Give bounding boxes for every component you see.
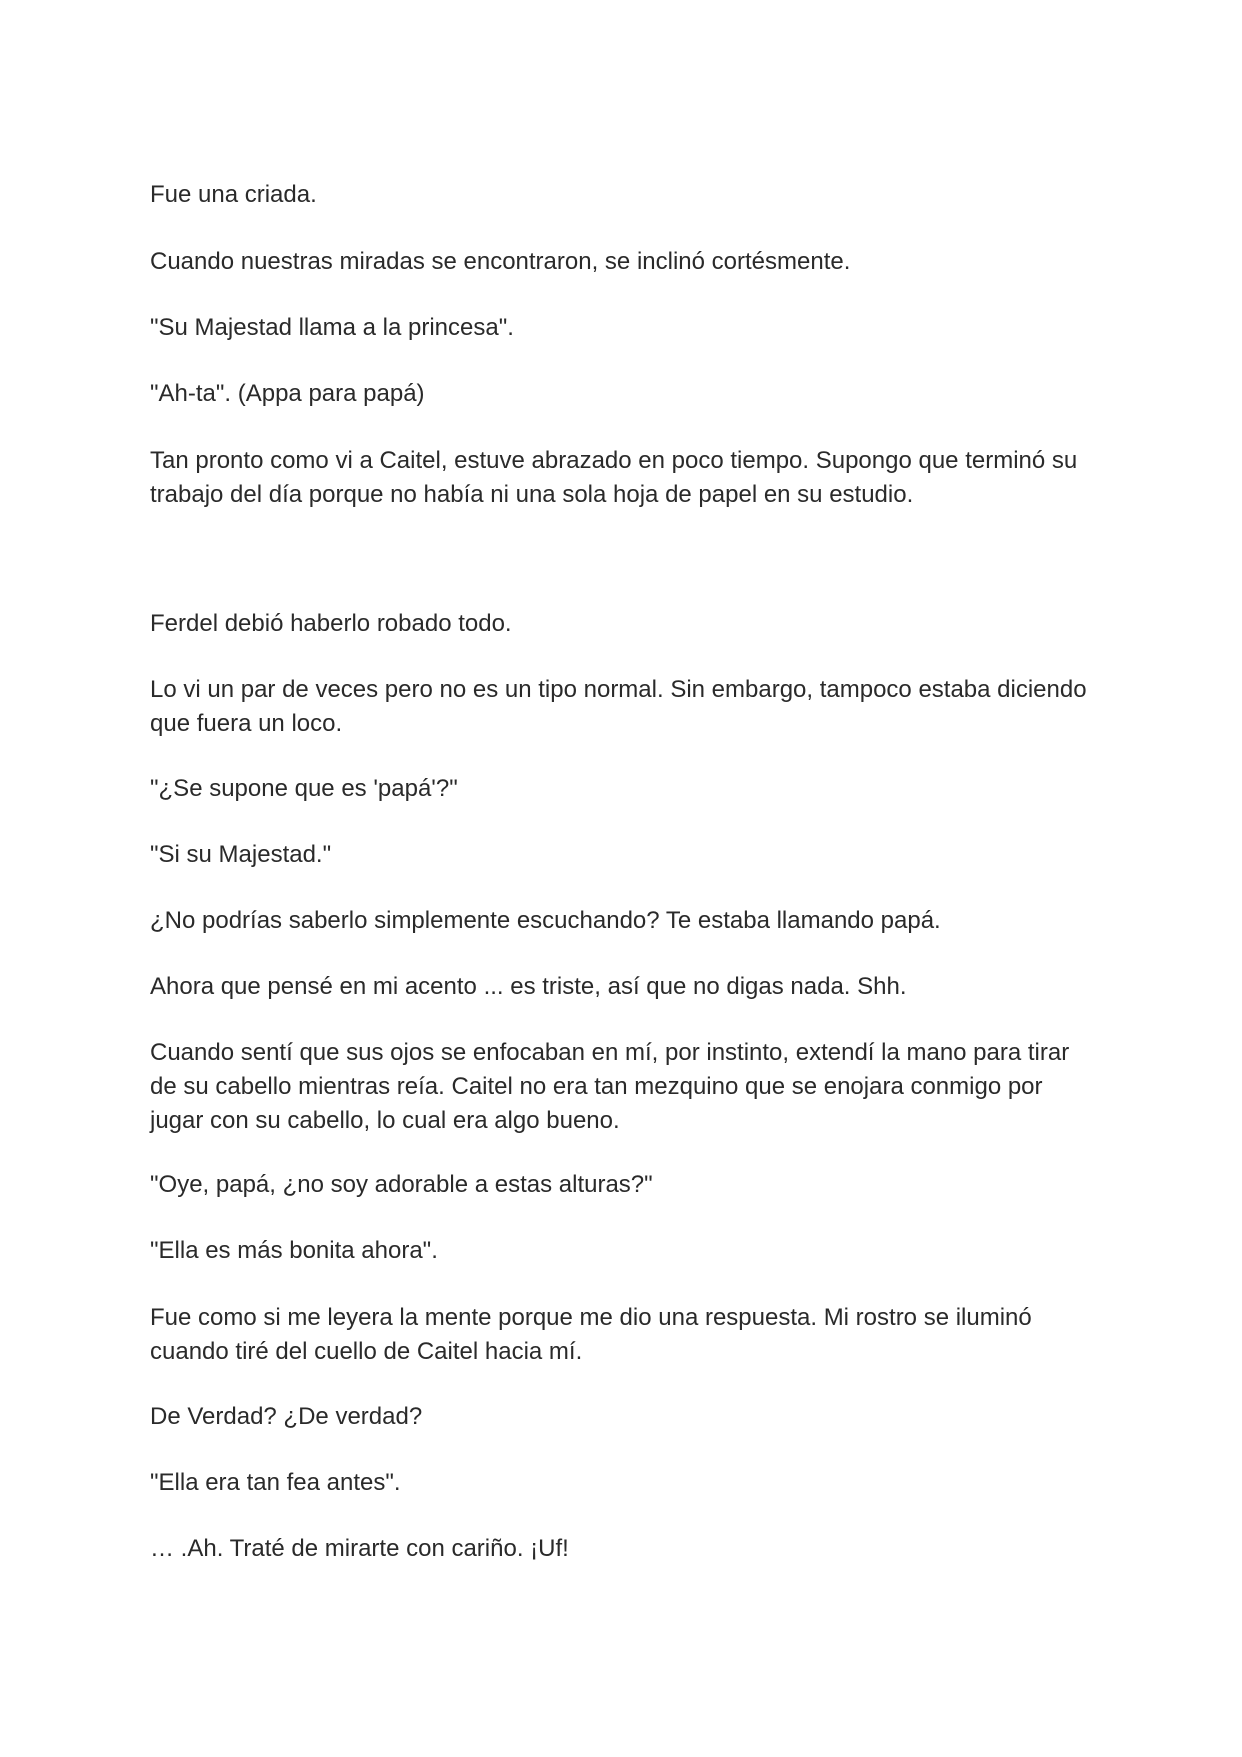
paragraph-8: "¿Se supone que es 'papá'?" xyxy=(150,775,458,802)
paragraph-15: Fue como si me leyera la mente porque me dio una respuesta. Mi rostro se iluminó cuando tiré del cuello de Caitel hacia mí. xyxy=(150,1304,1032,1365)
paragraph-5: Tan pronto como vi a Caitel, estuve abrazado en poco tiempo. Supongo que terminó su trabajo del día porque no había ni una sola hoja de papel en su estudio. xyxy=(150,447,1078,508)
paragraph-13: "Oye, papá, ¿no soy adorable a estas alturas?" xyxy=(150,1171,653,1198)
paragraph-14: "Ella es más bonita ahora". xyxy=(150,1237,438,1264)
paragraph-3: "Su Majestad llama a la princesa". xyxy=(150,314,514,341)
paragraph-18: … .Ah. Traté de mirarte con cariño. ¡Uf! xyxy=(150,1535,569,1562)
paragraph-11: Ahora que pensé en mi acento ... es triste, así que no digas nada. Shh. xyxy=(150,973,907,1000)
paragraph-16: De Verdad? ¿De verdad? xyxy=(150,1403,423,1430)
paragraph-1: Fue una criada. xyxy=(150,181,317,208)
paragraph-10: ¿No podrías saberlo simplemente escuchando? Te estaba llamando papá. xyxy=(150,907,941,934)
paragraph-7: Lo vi un par de veces pero no es un tipo normal. Sin embargo, tampoco estaba diciendo que fuera un loco. xyxy=(150,676,1087,737)
paragraph-9: "Si su Majestad." xyxy=(150,841,332,868)
paragraph-4: "Ah-ta". (Appa para papá) xyxy=(150,380,425,407)
paragraph-17: "Ella era tan fea antes". xyxy=(150,1469,401,1496)
paragraph-2: Cuando nuestras miradas se encontraron, se inclinó cortésmente. xyxy=(150,248,851,275)
paragraph-6: Ferdel debió haberlo robado todo. xyxy=(150,610,512,637)
paragraph-12: Cuando sentí que sus ojos se enfocaban en mí, por instinto, extendí la mano para tirar de su cabello mientras reía. Caitel no era tan mezquino que se enojara conmigo por jugar con su cabello, lo cual era algo bueno. xyxy=(150,1039,1070,1134)
